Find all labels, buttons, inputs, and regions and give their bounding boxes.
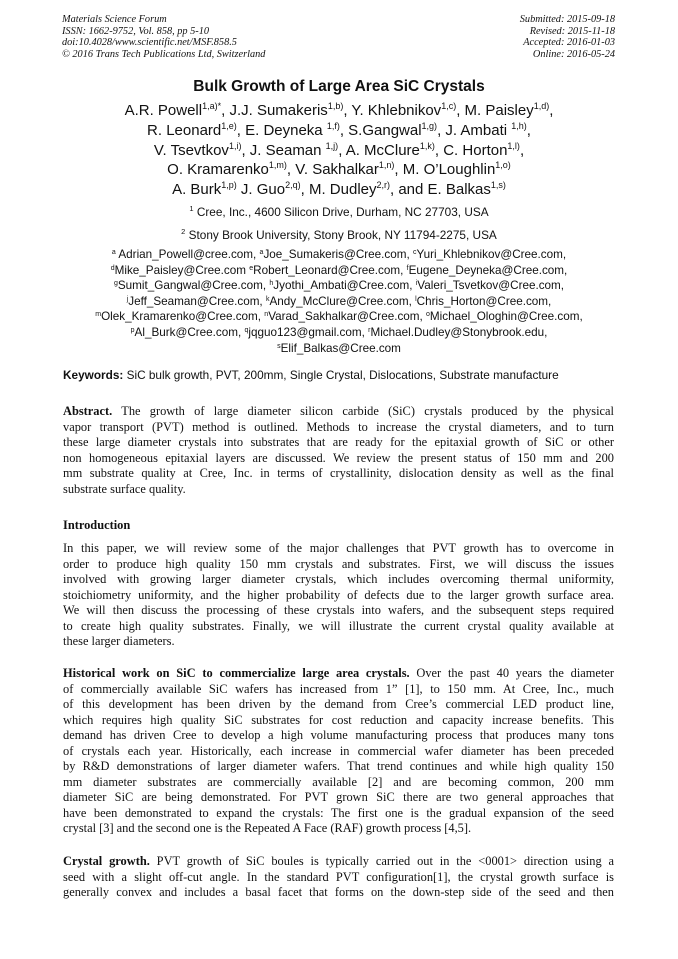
author-superscript: 1,l)	[507, 140, 520, 151]
email-marker: j	[126, 295, 129, 303]
author-line	[0, 101, 678, 121]
paragraph-line: by R&D demonstrations of larger diameter wafers. That trend continues and while high quality 150	[63, 759, 614, 773]
author-line	[0, 160, 678, 180]
online-date: Online: 2016-05-24	[532, 48, 615, 60]
email-address[interactable]: Chris_Horton@Cree.com,	[416, 294, 552, 308]
paragraph-line: to create high quality substrates. Finally, we will illustrate the current crystal quality available at	[63, 618, 614, 633]
paragraph-line: of commercially available SiC wafers has increased from 1” [1], to 150 mm. At Cree, Inc., much	[63, 681, 614, 696]
abstract-line: Abstract. The growth of large diameter silicon carbide (SiC) crystals produced by the physical	[63, 404, 614, 418]
email-address[interactable]: jqguo123@gmail.com,	[248, 325, 369, 339]
email-marker: m	[95, 311, 102, 319]
author-name: , and E. Balkas	[390, 181, 491, 199]
email-line	[0, 325, 678, 341]
email-address[interactable]: Robert_Leonard@Cree.com,	[253, 263, 407, 277]
email-address[interactable]: Valeri_Tsvetkov@Cree.com,	[417, 279, 565, 293]
author-superscript: 1,c)	[441, 101, 457, 111]
crystal-growth-paragraph	[63, 854, 614, 901]
author-name: ,	[519, 141, 525, 159]
paragraph-line: stoichiometry uniformity, and the higher probability of defects due to the larger growth surface area.	[63, 587, 614, 602]
email-address[interactable]: Joe_Sumakeris@Cree.com,	[263, 248, 414, 261]
affiliation-text: Cree, Inc., 4600 Silicon Drive, Durham, NC 27703, USA	[193, 205, 489, 219]
email-address[interactable]: Mike_Paisley@Cree.com	[114, 263, 250, 277]
paragraph-line: diameter SiC are being demonstrated. For PVT grown SiC there are two general approaches that	[63, 790, 614, 804]
abstract-label: Abstract.	[63, 404, 113, 418]
doi[interactable]: doi:10.4028/www.scientific.net/MSF.858.5	[62, 37, 237, 49]
crystal-growth-label: Crystal growth.	[63, 854, 150, 868]
author-name: , J. Seaman	[241, 141, 326, 159]
affiliation	[0, 205, 678, 228]
issn: ISSN: 1662-9752, Vol. 858, pp 5-10	[62, 25, 210, 37]
author-line	[0, 180, 678, 200]
abstract-line: vapor transport (PVT) method is outlined. Methods to increase the crystal diameters, and to turn	[63, 419, 614, 434]
author-superscript: 1,s)	[490, 180, 506, 191]
email-address[interactable]: Yuri_Khlebnikov@Cree.com,	[416, 248, 567, 261]
paper-title: Bulk Growth of Large Area SiC Crystals	[193, 78, 485, 95]
paragraph-line: Crystal growth. PVT growth of SiC boules is typically carried out in the <0001> direction using a	[63, 854, 614, 868]
email-marker: g	[113, 280, 118, 288]
author-superscript: 1,h)	[511, 120, 527, 131]
author-name: A. Burk	[172, 181, 222, 199]
email-marker: k	[265, 295, 270, 303]
paragraph-line: demand has driven Cree to develop a high volume manufacturing process that produces many tons	[63, 728, 614, 742]
email-marker: n	[264, 311, 269, 319]
email-line	[0, 294, 678, 310]
submitted-date: Submitted: 2015-09-18	[519, 14, 615, 25]
author-name: ,	[549, 102, 554, 119]
author-name: R. Leonard	[147, 121, 222, 139]
author-name: , Y. Khlebnikov	[343, 102, 442, 119]
introduction-paragraph	[63, 541, 614, 650]
author-name: , A. McClure	[338, 141, 420, 159]
email-line	[0, 247, 678, 263]
author-list	[0, 101, 678, 200]
email-line	[0, 263, 678, 279]
copyright: © 2016 Trans Tech Publications Ltd, Switzerland	[62, 48, 266, 60]
email-address[interactable]: Al_Burk@Cree.com,	[134, 325, 245, 339]
paragraph-line: crystal [3] and the second one is the Repeated A Face (RAF) growth process [4,5].	[63, 821, 472, 835]
email-marker: l	[415, 295, 417, 303]
author-superscript: 1,n)	[378, 160, 395, 171]
accepted-date: Accepted: 2016-01-03	[523, 37, 615, 49]
paragraph-line: mm diameter substrates are commercially available [2] and are becoming common, 200 mm	[63, 774, 614, 789]
author-name: A.R. Powell	[124, 102, 203, 119]
email-address[interactable]: Michael_Ologhin@Cree.com,	[429, 310, 583, 324]
email-address[interactable]: Eugene_Deyneka@Cree.com,	[408, 263, 568, 277]
paragraph-line: generally convex and includes a basal facet that forms on the down-step side of the seed and then	[63, 885, 614, 899]
author-name: , J. Ambati	[437, 121, 512, 139]
email-line	[0, 278, 678, 294]
paragraph-line: We will then discuss the processing of these crystals into wafers, and the subsequent steps required	[63, 603, 614, 617]
email-marker: a	[111, 249, 116, 256]
author-superscript: 1,i)	[228, 140, 242, 151]
abstract	[63, 404, 614, 497]
abstract-line: non homogeneous epitaxial layers are discussed. We review the present status of 150 mm and 200	[63, 450, 614, 465]
email-marker: e	[249, 264, 254, 272]
author-superscript: 1,a)*	[202, 101, 222, 111]
email-marker: s	[277, 342, 281, 350]
email-line	[0, 341, 678, 357]
author-superscript: 1,g)	[421, 120, 438, 131]
author-name: , M. Dudley	[300, 181, 377, 199]
author-superscript: 1,f)	[326, 120, 340, 131]
email-address[interactable]: Adrian_Powell@cree.com,	[115, 248, 260, 261]
paragraph-line: have been demonstrated to expand the crystals: The first one is the gradual expansion of the seed	[63, 805, 614, 820]
paragraph-line: seed with a slight off-cut angle. In the standard PVT configuration[1], the crystal growth surface is	[63, 869, 614, 884]
author-name: , M. Paisley	[456, 102, 534, 119]
revised-date: Revised: 2015-11-18	[529, 25, 615, 37]
author-name: , C. Horton	[434, 141, 508, 159]
email-address[interactable]: Andy_McClure@Cree.com,	[269, 294, 416, 308]
email-address[interactable]: Jyothi_Ambati@Cree.com,	[273, 279, 416, 293]
abstract-line: mm substrate quality at Cree, Inc. in terms of crystallinity, dislocation density as well as the final	[63, 466, 614, 480]
author-name: V. Tsevtkov	[153, 141, 229, 159]
email-address[interactable]: Jeff_Seaman@Cree.com,	[128, 294, 266, 308]
historical-paragraph	[63, 666, 614, 837]
author-name: J. Guo	[236, 181, 286, 199]
keywords-label: Keywords:	[63, 368, 124, 382]
author-line	[0, 141, 678, 161]
historical-label: Historical work on SiC to commercialize large area crystals.	[63, 666, 410, 680]
journal-header-left	[62, 14, 265, 60]
author-name: ,	[526, 121, 531, 139]
email-address[interactable]: Elif_Balkas@Cree.com	[280, 341, 401, 355]
author-superscript: 1,d)	[533, 101, 550, 111]
journal-header-right	[520, 14, 615, 60]
email-address[interactable]: Sumit_Gangwal@Cree.com,	[117, 279, 270, 293]
author-superscript: 1,j)	[325, 140, 339, 151]
author-emails	[0, 247, 678, 356]
author-superscript: 1,b)	[327, 101, 344, 111]
email-address[interactable]: Varad_Sakhalkar@Cree.com,	[268, 310, 427, 324]
email-address[interactable]: Michael.Dudley@Stonybrook.edu,	[370, 325, 548, 339]
affiliations	[0, 205, 678, 251]
author-superscript: 2,r)	[376, 180, 390, 191]
abstract-line: these large diameter crystals into substrates that are ready for the epitaxial growth of SiC or other	[63, 435, 614, 449]
author-name: , M. O’Loughlin	[394, 161, 496, 179]
author-superscript: 1,m)	[268, 160, 287, 171]
affiliation-text: Stony Brook University, Stony Brook, NY 11794-2275, USA	[185, 228, 497, 242]
paragraph-line: order to produce high quality 150 mm crystals and substrates. First, we will discuss the issues	[63, 556, 614, 571]
author-superscript: 1,k)	[419, 140, 435, 151]
section-heading-introduction: Introduction	[63, 518, 131, 532]
keywords	[63, 368, 623, 382]
affiliation-number: 2	[181, 227, 186, 236]
author-line	[0, 121, 678, 141]
paragraph-line: these larger diameters.	[63, 634, 175, 648]
paragraph-line: involved with growing larger diameter crystals, which includes overcoming thermal uniformity,	[63, 572, 614, 586]
author-superscript: 1,p)	[221, 180, 237, 191]
author-name: , V. Sakhalkar	[286, 161, 379, 179]
email-address[interactable]: Olek_Kramarenko@Cree.com,	[101, 310, 265, 324]
abstract-line: substrate surface quality.	[63, 481, 186, 496]
author-superscript: 1,o)	[495, 160, 511, 171]
email-marker: f	[406, 264, 409, 272]
author-superscript: 2,q)	[285, 180, 301, 191]
email-marker: p	[130, 326, 135, 334]
email-marker: a	[259, 249, 264, 256]
email-marker: c	[413, 249, 417, 256]
email-marker: d	[110, 264, 115, 272]
author-superscript: 1,e)	[221, 120, 237, 131]
author-name: , E. Deyneka	[236, 121, 327, 139]
email-marker: r	[368, 326, 371, 334]
author-name: , J.J. Sumakeris	[221, 102, 328, 119]
keywords-text: SiC bulk growth, PVT, 200mm, Single Crystal, Dislocations, Substrate manufacture	[123, 368, 559, 382]
paragraph-line: of crystals each year. Historically, each increase in commercial wafer diameter has been preceded	[63, 743, 614, 758]
email-marker: h	[269, 280, 274, 288]
paragraph-line: which requires high quality SiC substrates for cost reduction and capacity increase benefits. This	[63, 712, 614, 727]
email-marker: i	[415, 280, 418, 288]
email-line	[0, 309, 678, 325]
author-name: , S.Gangwal	[339, 121, 422, 139]
affiliation-number: 1	[189, 204, 194, 213]
email-marker: o	[426, 311, 430, 319]
author-name: O. Kramarenko	[167, 161, 269, 179]
paragraph-line: In this paper, we will review some of the major challenges that PVT growth has to overcome in	[63, 541, 614, 555]
paragraph-line: of this development has been driven by the demand from Cree’s commercial LED product line,	[63, 697, 614, 711]
paragraph-line: Historical work on SiC to commercialize large area crystals. Over the past 40 years the diameter	[63, 666, 614, 680]
email-marker: q	[244, 326, 249, 334]
journal-name: Materials Science Forum	[62, 14, 167, 25]
